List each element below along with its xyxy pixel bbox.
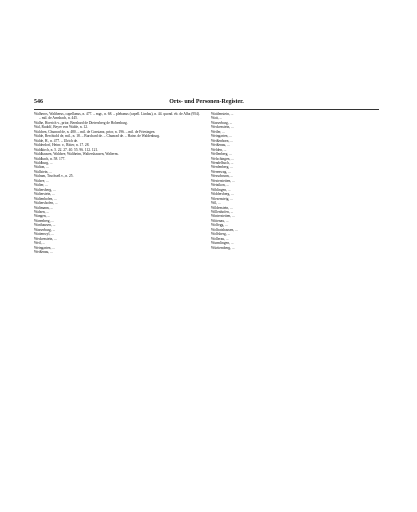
index-entry: Walderdorf, Heinr. v., Ritter, n. 17. 28. (34, 143, 90, 148)
index-entry: Willenhofen, ... (211, 209, 234, 214)
index-entry: Wildenstein, ... (211, 205, 233, 210)
index-entry: Wurmlingen, ... (211, 241, 234, 246)
index-entry: Walram, Truchseß v., n. 25. (34, 174, 74, 179)
index-entry: Welschingen, ... (211, 156, 234, 161)
index-entry: Wal, Rudolf, Beyer von Walde, n. 12. (34, 125, 88, 130)
index-entry: Württemberg, ... (211, 245, 235, 250)
index-entry: Wolfegg, ... (211, 223, 228, 228)
index-entry: Waldkirch, n. 5. 22. 27. 40. 55. 96. 112. 121. (34, 147, 99, 152)
index-entry: Walde, H., n. 477. – Ulrich de. (34, 138, 79, 143)
index-entry: Walterstein, ... (34, 192, 55, 197)
index-entry: Walde, Berchtold de, mil., n. 18. – Burchard de. – Chunrad de. – Hainr. de Waldenburg. (34, 134, 160, 139)
index-entry: Wallstein, ... (34, 169, 52, 174)
right-column (211, 112, 379, 508)
index-entry: Wasserburg, ... (34, 227, 56, 232)
index-entry: Weingarten, ... (211, 134, 232, 139)
index-entry: Walchen, Chunrad de, n. 480. – mil. de Constanz, prior, n. 196. – mil. de Friesingen. (34, 129, 156, 134)
left-column (34, 112, 202, 508)
index-entry: Werenwag, ... (211, 169, 231, 174)
index-entry: Warenberg, ... (34, 218, 55, 223)
page-number: 546 (34, 99, 43, 105)
index-entry: Weißenau, ... (34, 250, 53, 255)
index-entry: Weckenstein, ... (211, 125, 234, 130)
index-entry: Wetzikon, ... (211, 183, 230, 188)
index-entry: Weißenau, ... (211, 143, 230, 148)
index-entry: Wellenberg, ... (211, 152, 232, 157)
index-entry: Weil, ... (34, 241, 46, 246)
index-entry: Wollerau, ... (211, 236, 229, 241)
index-entry: Weingarten, ... (34, 245, 55, 250)
index-entry: Welden, ... (211, 147, 227, 152)
index-entry: Westerstetten, ... (211, 178, 235, 183)
index-entry: Wattenwyl, ... (34, 232, 54, 237)
index-entry: Walter, ... (34, 183, 48, 188)
index-entry: Watt, ... (211, 116, 223, 121)
index-entry: Wolfratshausen, ... (211, 227, 238, 232)
index-entry: Walzen, ... (34, 209, 50, 214)
index-entry: Waldburg, ... (34, 160, 53, 165)
index-entry: Wolfsberg, ... (211, 232, 231, 237)
index-entry: Walton, ... (34, 165, 49, 170)
index-entry: Weckenstein, ... (34, 236, 57, 241)
page-title: Orts- und Personen-Register. (169, 99, 244, 105)
index-entry: Walhe, Hoerich v., prior, Bernhard de Dietersberg de Hohenburg. (34, 120, 128, 125)
index-entry: Walheros, Waltherus, capellanus, n. 477. – mgr., n. 68. – plebanus (capell. Lindau), n. 44. quond. eb. de Alba (954). – mil. de Arnsbach, n. 445. (34, 112, 200, 121)
index-entry: Wattlenstein, ... (211, 112, 234, 116)
index-entry: Waldbach, n. 58. 177. (34, 156, 66, 161)
index-entry: Werdenberg, ... (211, 165, 233, 170)
index-entry: Weiler, ... (211, 129, 225, 134)
index-entry: Wendelbuch, ... (211, 160, 234, 165)
index-entry: Widdersberg, ... (211, 192, 234, 197)
index-entry: Wangen, ... (34, 214, 51, 219)
index-entry: Waltmann, ... (34, 205, 54, 210)
index-entry: Waldhausen, Waldsee, Waltheim, Waltershausen, Walterns. (34, 152, 119, 157)
index-entry: Wessobrunn, ... (211, 174, 234, 179)
index-entry: Waltenhofen, ... (34, 196, 57, 201)
index-entry: Walsee, ... (34, 178, 49, 183)
index-entry: Warthausen, ... (34, 223, 56, 228)
index-entry: Waltersberg, ... (34, 187, 56, 192)
page-header (34, 99, 379, 110)
index-entry: Weißenhorn, ... (211, 138, 233, 143)
index-entry: Wil, ... (211, 201, 221, 206)
index-entry: Wiesensteig, ... (211, 196, 233, 201)
index-entry: Wiblingen, ... (211, 187, 231, 192)
index-entry: Waltershofen, ... (34, 201, 58, 206)
index-entry: Wasserburg, ... (211, 120, 233, 125)
index-entry: Winterstetten, ... (211, 214, 235, 219)
index-entry: Wittenau, ... (211, 218, 229, 223)
